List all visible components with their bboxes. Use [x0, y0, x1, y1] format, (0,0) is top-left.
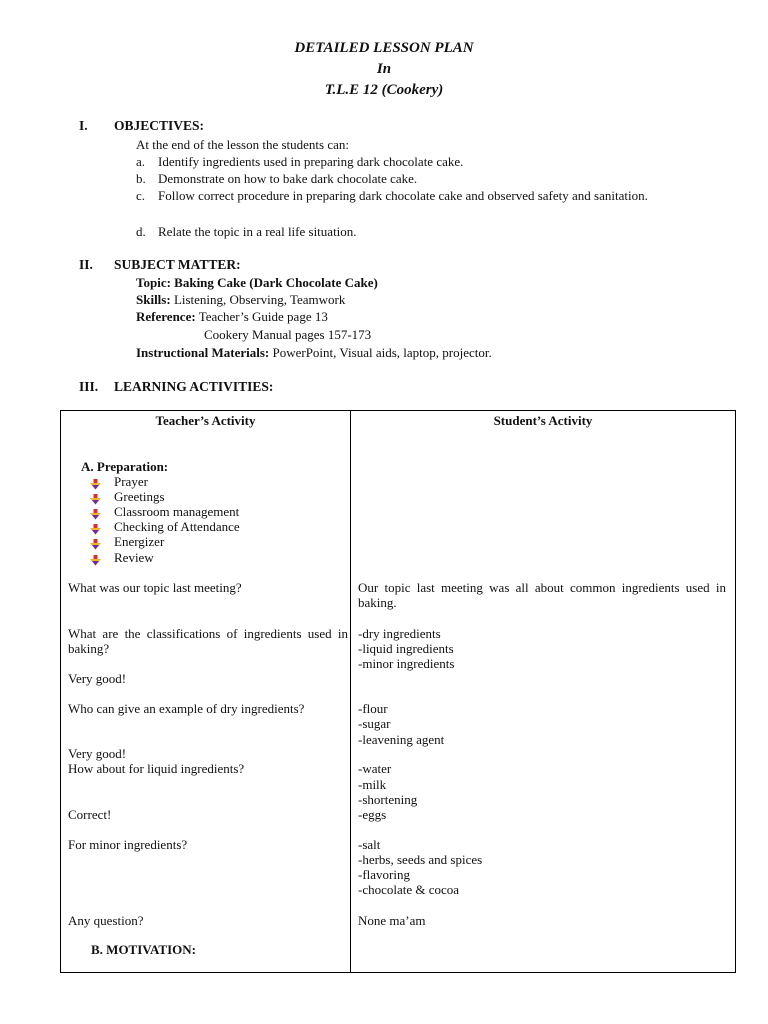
student-answer-line: -minor ingredients — [358, 656, 455, 671]
materials-label: Instructional Materials: — [136, 345, 270, 360]
teacher-response: Correct! — [68, 807, 112, 822]
prep-item: Review — [114, 550, 154, 565]
section-title-activities: LEARNING ACTIVITIES: — [114, 379, 274, 394]
student-answer-line: -flavoring — [358, 867, 410, 882]
objective-letter: b. — [136, 171, 146, 186]
activities-table — [60, 410, 736, 973]
section-num-subject: II. — [79, 257, 93, 272]
student-answer-line: -liquid ingredients — [358, 641, 454, 656]
materials-line — [136, 344, 492, 361]
student-answer-line: -dry ingredients — [358, 626, 441, 641]
reference-value-2: Cookery Manual pages 157-173 — [204, 327, 372, 342]
materials-value: PowerPoint, Visual aids, laptop, projector. — [272, 345, 492, 360]
teacher-column-header: Teacher’s Activity — [155, 413, 256, 428]
objective-item: Identify ingredients used in preparing dark chocolate cake. — [158, 154, 464, 169]
reference-value: Teacher’s Guide page 13 — [198, 309, 328, 324]
section-title-objectives: OBJECTIVES: — [114, 118, 205, 133]
prep-item: Prayer — [114, 474, 148, 489]
teacher-question: What are the classifications of ingredients used in baking? — [68, 626, 348, 656]
preparation-heading: A. Preparation: — [81, 459, 169, 474]
student-answer-line: -milk — [358, 777, 387, 792]
arrow-bullet-icon — [90, 507, 101, 518]
student-answer-line: -sugar — [358, 716, 391, 731]
topic-line — [136, 274, 378, 291]
prep-item: Greetings — [114, 489, 165, 504]
objective-letter: c. — [136, 188, 146, 203]
arrow-bullet-icon — [90, 537, 101, 548]
objective-letter: a. — [136, 154, 146, 169]
objectives-intro: At the end of the lesson the students can: — [136, 137, 350, 152]
student-answer-line: -leavening agent — [358, 732, 445, 747]
objective-letter: d. — [136, 224, 146, 239]
motivation-heading: B. MOTIVATION: — [91, 942, 196, 957]
objective-item: Demonstrate on how to bake dark chocolate cake. — [158, 171, 418, 186]
student-answer-line: -chocolate & cocoa — [358, 882, 460, 897]
skills-label: Skills: — [136, 292, 171, 307]
doc-title: DETAILED LESSON PLAN — [294, 40, 474, 56]
objective-item: Follow correct procedure in preparing dark chocolate cake and observed safety and sanitation. — [158, 188, 648, 203]
prep-item: Classroom management — [114, 504, 240, 519]
section-num-activities: III. — [79, 379, 99, 394]
teacher-question: Any question? — [68, 913, 144, 928]
section-title-subject: SUBJECT MATTER: — [114, 257, 241, 272]
student-answer-line: -herbs, seeds and spices — [358, 852, 483, 867]
teacher-question: How about for liquid ingredients? — [68, 761, 245, 776]
reference-label: Reference: — [136, 309, 196, 324]
topic-label: Topic: — [136, 275, 171, 290]
skills-line — [136, 291, 345, 308]
student-answer-line: -shortening — [358, 792, 418, 807]
doc-title-in: In — [376, 61, 392, 77]
arrow-bullet-icon — [90, 492, 101, 503]
prep-item: Energizer — [114, 534, 165, 549]
student-answer-line: -salt — [358, 837, 381, 852]
skills-value: Listening, Observing, Teamwork — [173, 292, 346, 307]
student-answer: Our topic last meeting was all about common ingredients used in baking. — [358, 580, 726, 610]
objective-item: Relate the topic in a real life situation. — [158, 224, 357, 239]
arrow-bullet-icon — [90, 553, 101, 564]
teacher-response: Very good! — [68, 671, 127, 686]
student-answer-line: -eggs — [358, 807, 387, 822]
arrow-bullet-icon — [90, 522, 101, 533]
topic-value: Baking Cake (Dark Chocolate Cake) — [174, 275, 378, 290]
student-column-header: Student’s Activity — [493, 413, 593, 428]
student-answer: None ma’am — [358, 913, 426, 928]
teacher-question: For minor ingredients? — [68, 837, 188, 852]
arrow-bullet-icon — [90, 477, 101, 488]
doc-subject-title: T.L.E 12 (Cookery) — [324, 82, 444, 98]
student-answer-line: -water — [358, 761, 392, 776]
teacher-response: Very good! — [68, 746, 127, 761]
table-column-divider — [350, 411, 351, 972]
teacher-question: What was our topic last meeting? — [68, 580, 242, 595]
section-num-objectives: I. — [79, 118, 88, 133]
teacher-question: Who can give an example of dry ingredients? — [68, 701, 305, 716]
student-answer-line: -flour — [358, 701, 388, 716]
prep-item: Checking of Attendance — [114, 519, 240, 534]
reference-line — [136, 308, 328, 325]
